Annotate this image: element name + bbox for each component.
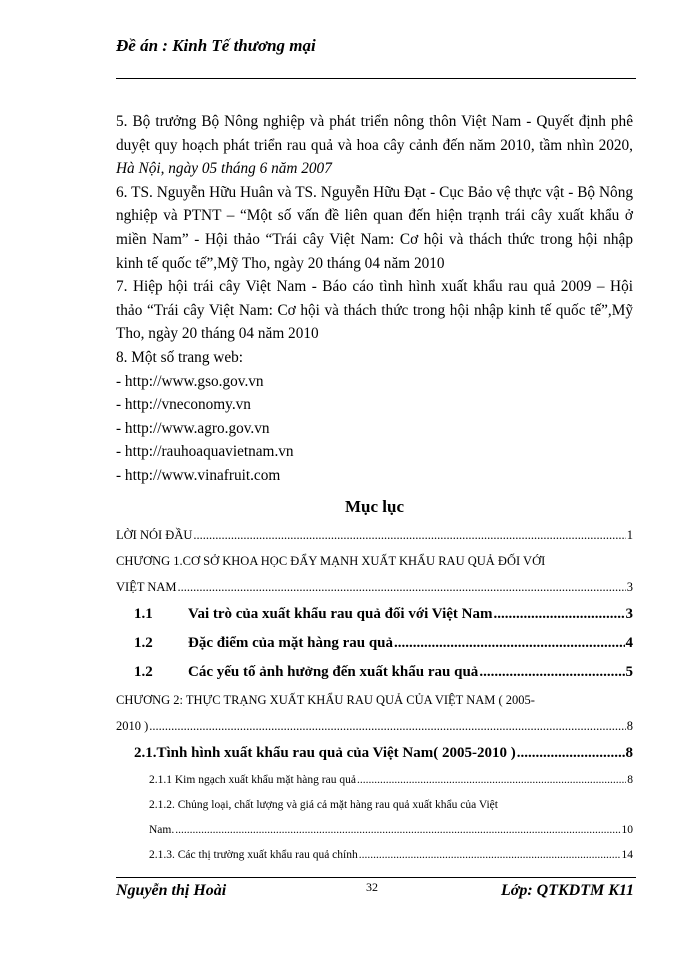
toc-page-number: 14 (621, 849, 633, 861)
toc-leader-dots (479, 658, 624, 687)
toc-section-number: 1.1 (134, 606, 153, 622)
toc-entry-2-1-2-cont[interactable] (116, 818, 633, 843)
reference-5-date: Hà Nội, ngày 05 tháng 6 năm 2007 (116, 160, 332, 178)
reference-5-text: 5. Bộ trưởng Bộ Nông nghiệp và phát triển nông thôn Việt Nam - Quyết định phê duyệt quy hoạch phát triển rau quả và hoa cây cảnh đến năm 2010, tầm nhìn 2020, (116, 113, 633, 154)
toc-leader-dots (357, 768, 626, 793)
reference-7: 7. Hiệp hội trái cây Việt Nam - Báo cáo tình hình xuất khẩu rau quả 2009 – Hội thảo “Trái cây Việt Nam: Cơ hội và thách thức trong hội nhập kinh tế quốc tế”,Mỹ Tho, ngày 20 tháng 04 năm 2010 (116, 278, 633, 343)
web-link[interactable]: - http://rauhoaquavietnam.vn (116, 443, 294, 461)
header-divider (116, 78, 636, 79)
toc-entry-chapter2-cont[interactable] (116, 713, 633, 739)
toc-entry-2-1-3[interactable] (116, 843, 633, 868)
toc-entry-chapter2[interactable]: CHƯƠNG 2: THỰC TRẠNG XUẤT KHẨU RAU QUẢ CỦA VIỆT NAM ( 2005- (116, 693, 535, 707)
references-list (116, 110, 633, 488)
toc-page-number: 8 (626, 719, 633, 733)
toc-page-number: 1 (626, 528, 633, 542)
toc-entry-label: LỜI NÓI ĐẦU (116, 528, 193, 542)
toc-entry-2-1-2[interactable]: 2.1.2. Chủng loại, chất lượng và giá cả mặt hàng rau quả xuất khẩu của Việt (149, 799, 498, 811)
toc-page-number: 10 (621, 824, 633, 836)
toc-title: Mục lục (344, 497, 405, 516)
toc-entry-label: 2.1.Tình hình xuất khẩu rau quả của Việt Nam( 2005-2010 ) (134, 745, 516, 761)
toc-entry-chapter1-cont[interactable] (116, 574, 633, 600)
toc-entry-label (116, 658, 478, 687)
toc-section-title: Đặc điểm của mặt hàng rau quả (188, 635, 394, 651)
toc-entry-label: Nam. (149, 824, 175, 836)
document-header-title: Đề án : Kinh Tế thương mại (116, 36, 316, 55)
toc-page-number: 3 (625, 606, 633, 622)
toc-section-title: Các yếu tố ảnh hưởng đến xuất khẩu rau quả (188, 664, 479, 680)
toc-leader-dots (394, 629, 624, 658)
footer-author: Nguyễn thị Hoài (116, 882, 227, 899)
toc-entry-label (116, 600, 492, 629)
toc-entry-label: 2010 ) (116, 719, 149, 733)
toc-leader-dots (178, 574, 626, 600)
toc-leader-dots (493, 600, 624, 629)
toc-entry-label: VIỆT NAM (116, 580, 177, 594)
toc-entry-intro[interactable] (116, 522, 633, 548)
footer-divider (116, 877, 636, 878)
toc-section-number: 1.2 (134, 635, 153, 651)
footer-class: Lớp: QTKDTM K11 (500, 882, 634, 899)
toc-page-number: 5 (625, 664, 633, 680)
web-link[interactable]: - http://www.gso.gov.vn (116, 372, 264, 390)
toc-section-number: 1.2 (134, 664, 153, 680)
toc-entry-1-1[interactable] (116, 600, 633, 629)
toc-page-number: 4 (625, 635, 633, 651)
toc-entry-2-1[interactable] (116, 739, 633, 768)
toc-leader-dots (149, 713, 625, 739)
web-link[interactable]: - http://www.vinafruit.com (116, 466, 281, 484)
reference-8: 8. Một số trang web: (116, 348, 244, 366)
toc-entry-label: 2.1.1 Kim ngạch xuất khẩu mặt hàng rau quả (149, 774, 356, 786)
toc-leader-dots (359, 843, 621, 868)
reference-6: 6. TS. Nguyễn Hữu Huân và TS. Nguyễn Hữu Đạt - Cục Bảo vệ thực vật - Bộ Nông nghiệp và PTNT – “Một số vấn đề liên quan đến hiện trạnh trái cây xuất khẩu ở miền Nam” - Hội thảo “Trái cây Việt Nam: Cơ hội và thách thức trong hội nhập kinh tế quốc tế”,Mỹ Tho, ngày 20 tháng 04 năm 2010 (116, 183, 633, 272)
toc-leader-dots (193, 522, 625, 548)
reference-5 (116, 110, 633, 181)
table-of-contents (116, 522, 633, 868)
toc-entry-label: 2.1.3. Các thị trường xuất khẩu rau quả chính (149, 849, 358, 861)
web-link[interactable]: - http://www.agro.gov.vn (116, 419, 270, 437)
toc-entry-1-2[interactable] (116, 629, 633, 658)
toc-entry-1-2b[interactable] (116, 658, 633, 687)
web-link[interactable]: - http://vneconomy.vn (116, 396, 251, 414)
footer-page-number: 32 (366, 880, 378, 894)
toc-page-number: 3 (626, 580, 633, 594)
toc-leader-dots (175, 818, 620, 843)
toc-entry-chapter1[interactable]: CHƯƠNG 1.CƠ SỞ KHOA HỌC ĐẨY MẠNH XUẤT KHẨU RAU QUẢ ĐỐI VỚI (116, 554, 546, 568)
toc-entry-label (116, 629, 393, 658)
toc-page-number: 8 (627, 774, 633, 786)
toc-entry-2-1-1[interactable] (116, 768, 633, 793)
toc-leader-dots (517, 739, 625, 768)
toc-section-title: Vai trò của xuất khẩu rau quả đối với Việt Nam (188, 606, 493, 622)
toc-page-number: 8 (625, 745, 633, 761)
